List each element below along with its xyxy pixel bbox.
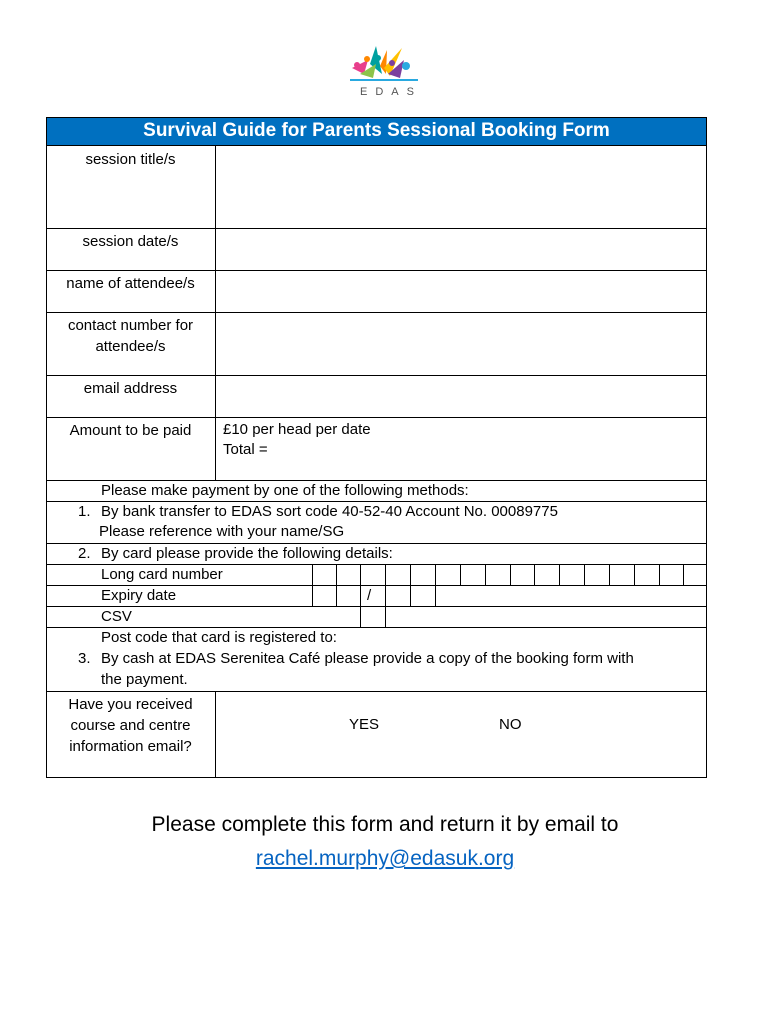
expiry-separator: / [367,587,372,604]
edas-logo-mark [340,44,430,88]
method3-line1: By cash at EDAS Serenitea Café please provide a copy of the booking form with [101,650,634,667]
label-contact-number [46,315,215,357]
divider [46,691,707,692]
method2-text: By card please provide the following details: [101,545,393,562]
amount-total: Total = [223,441,268,458]
label-info-email [46,694,215,757]
footer-email-link[interactable]: rachel.murphy@edasuk.org [255,847,515,870]
label-csv: CSV [101,608,132,625]
expiry-field[interactable] [313,586,435,606]
label-session-date: session date/s [82,233,179,250]
method2-number: 2. [78,545,91,562]
option-no[interactable]: NO [499,716,522,733]
option-yes[interactable]: YES [349,716,380,733]
label-attendee-name: name of attendee/s [66,275,195,292]
label-email: email address [83,380,178,397]
method3-number: 3. [78,650,91,667]
label-amount: Amount to be paid [69,422,192,439]
label-postcode: Post code that card is registered to: [101,629,337,646]
logo-text: EDAS [360,86,422,98]
footer-line1: Please complete this form and return it by email to [151,813,619,836]
label-expiry: Expiry date [101,587,177,604]
session-title-field[interactable] [216,146,706,228]
email-field[interactable] [216,376,706,417]
attendee-name-field[interactable] [216,271,706,312]
method1-line1: By bank transfer to EDAS sort code 40-52-40 Account No. 00089775 [101,503,558,520]
label-card-number: Long card number [101,566,223,583]
payment-intro: Please make payment by one of the following methods: [101,482,469,499]
border-top [46,117,707,118]
label-info-email-line1: Have you received [68,696,193,713]
form-title: Survival Guide for Parents Sessional Booking Form [46,117,707,145]
amount-per-head: £10 per head per date [223,421,371,438]
border-right [706,117,707,778]
footer-instructions [0,808,770,876]
booking-form [46,117,707,778]
divider [46,417,707,418]
label-info-email-line3: information email? [69,738,192,755]
edas-logo [340,44,430,100]
label-contact-number-line2: attendee/s [95,338,166,355]
method1-line2: Please reference with your name/SG [99,523,345,540]
label-info-email-line2: course and centre [70,717,191,734]
label-session-title: session title/s [85,151,176,168]
column-divider [215,691,216,778]
border-left [46,117,47,778]
session-date-field[interactable] [216,229,706,270]
contact-number-field[interactable] [216,313,706,375]
card-number-field[interactable] [313,565,706,585]
label-contact-number-line1: contact number for [67,317,194,334]
csv-field[interactable] [313,607,385,627]
method3-line2: the payment. [101,671,188,688]
method1-number: 1. [78,503,91,520]
border-bottom [46,777,707,778]
